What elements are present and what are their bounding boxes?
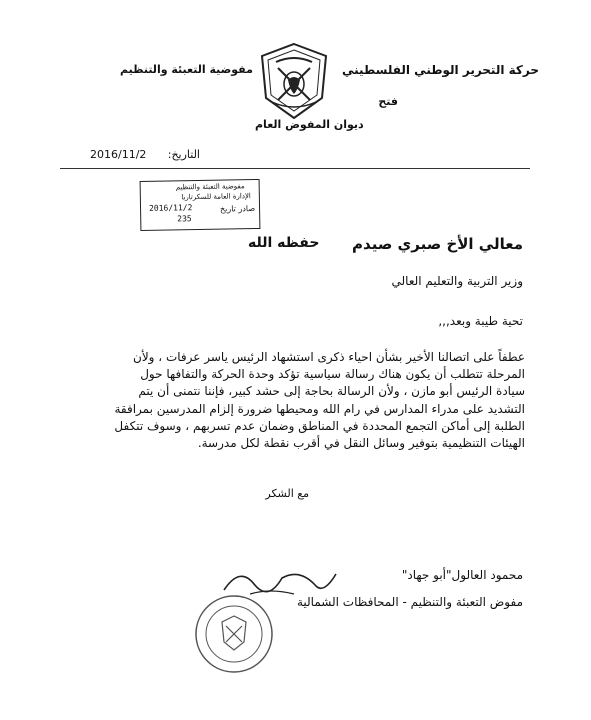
greeting: تحية طيبة وبعد,,,	[438, 314, 523, 328]
body-line: التشديد على مدراء المدارس في رام الله ومحيطها ضرورة إلزام المدرسين بمرافقة	[114, 401, 525, 416]
stamp-line-1: مفوضية التعبئة والتنظيم	[175, 182, 245, 192]
org-name-abbrev: فتح	[378, 95, 398, 108]
date-label: التاريخ:	[167, 148, 200, 161]
body-line: الطلبة إلى أماكن التجمع المحددة في المناطق وضمان عدم تسربهم ، وسوف تتكفل	[114, 418, 525, 433]
letter-body	[57, 349, 525, 452]
signatory-name: محمود العالول"أبو جهاد"	[401, 568, 523, 582]
date-line	[64, 148, 200, 160]
official-seal	[192, 592, 276, 676]
closing: مع الشكر	[265, 487, 309, 500]
header-divider	[60, 168, 530, 169]
stamp-line-3: صادر تاريخ	[219, 204, 256, 214]
addressee-name: معالي الأخ صبري صيدم	[352, 235, 523, 253]
body-line: المرحلة تتطلب أن يكون هناك رسالة سياسية تؤكد وحدة الحركة والتفافها حول	[140, 367, 525, 382]
body-line: عطفاً على اتصالنا الأخير بشأن احياء ذكرى استشهاد الرئيس ياسر عرفات ، ولأن	[133, 350, 525, 364]
fatah-emblem-logo	[252, 40, 336, 122]
body-line: الهيئات التنظيمية بتوفير وسائل النقل في أقرب نقطة لكل مدرسة.	[197, 436, 525, 451]
outgoing-stamp	[140, 179, 261, 231]
addressee-honorific: حفظه الله	[248, 235, 320, 251]
stamp-number: 235	[177, 214, 192, 224]
addressee-title: وزير التربية والتعليم العالي	[391, 274, 523, 288]
commission-name: مفوضية التعبئة والتنظيم	[120, 63, 253, 76]
org-name-right: حركة التحرير الوطني الفلسطيني	[342, 63, 539, 77]
stamp-date: 2016/11/2	[148, 203, 193, 213]
office-name: ديوان المفوض العام	[255, 118, 364, 131]
signatory-title: مفوض التعبئة والتنظيم - المحافظات الشمالية	[296, 595, 523, 609]
date-value: 2016/11/2	[90, 148, 147, 161]
body-line: سيادة الرئيس أبو مازن ، ولأن الرسالة بحاجة إلى حشد كبير، فإننا نتمنى أن يتم	[138, 384, 525, 399]
stamp-line-2: الإدارة العامة للسكرتاريا	[181, 192, 251, 202]
